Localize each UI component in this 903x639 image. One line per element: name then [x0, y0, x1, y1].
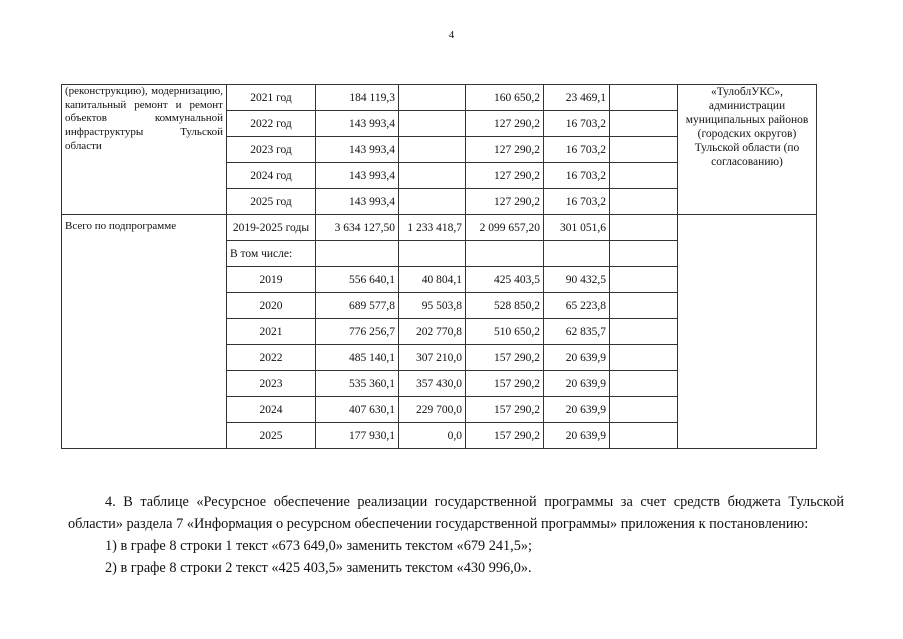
- total-cell: 143 993,4: [316, 189, 399, 215]
- regional-cell: 127 290,2: [466, 137, 544, 163]
- other-cell: [610, 397, 678, 423]
- local-cell: 65 223,8: [544, 293, 610, 319]
- total-cell: 3 634 127,50: [316, 215, 399, 241]
- total-cell: 184 119,3: [316, 85, 399, 111]
- total-cell: 407 630,1: [316, 397, 399, 423]
- executor-cell-empty: [678, 215, 817, 449]
- page-number: 4: [448, 29, 455, 41]
- federal-cell: [399, 163, 466, 189]
- total-cell: 485 140,1: [316, 345, 399, 371]
- federal-cell: [399, 111, 466, 137]
- resource-table: [61, 84, 817, 449]
- regional-cell: 157 290,2: [466, 397, 544, 423]
- other-cell: [610, 215, 678, 241]
- federal-cell: 307 210,0: [399, 345, 466, 371]
- total-cell: 143 993,4: [316, 137, 399, 163]
- other-cell: [610, 111, 678, 137]
- table-body: [62, 85, 817, 449]
- subprogram-total-cell: Всего по подпрограмме: [62, 215, 227, 449]
- regional-cell: 510 650,2: [466, 319, 544, 345]
- year-cell: 2023: [227, 371, 316, 397]
- local-cell: 301 051,6: [544, 215, 610, 241]
- local-cell: [544, 241, 610, 267]
- regional-cell: 425 403,5: [466, 267, 544, 293]
- total-cell: 556 640,1: [316, 267, 399, 293]
- year-cell: 2021 год: [227, 85, 316, 111]
- total-cell: 177 930,1: [316, 423, 399, 449]
- federal-cell: 229 700,0: [399, 397, 466, 423]
- year-cell: 2019: [227, 267, 316, 293]
- amendment-item-2: 2) в графе 8 строки 2 текст «425 403,5» заменить текстом «430 996,0».: [105, 560, 532, 576]
- regional-cell: 127 290,2: [466, 189, 544, 215]
- local-cell: 90 432,5: [544, 267, 610, 293]
- amendment-item-1: 1) в графе 8 строки 1 текст «673 649,0» заменить текстом «679 241,5»;: [105, 538, 533, 554]
- federal-cell: 357 430,0: [399, 371, 466, 397]
- federal-cell: 0,0: [399, 423, 466, 449]
- regional-cell: 157 290,2: [466, 371, 544, 397]
- other-cell: [610, 163, 678, 189]
- regional-cell: 127 290,2: [466, 111, 544, 137]
- federal-cell: [399, 137, 466, 163]
- federal-cell: 40 804,1: [399, 267, 466, 293]
- measure-name-cell: (реконструкцию), модернизацию, капитальный ремонт и ремонт объектов коммунальной инфраструктуры Тульской области: [62, 85, 227, 215]
- federal-cell: 1 233 418,7: [399, 215, 466, 241]
- other-cell: [610, 345, 678, 371]
- regional-cell: 2 099 657,20: [466, 215, 544, 241]
- local-cell: 16 703,2: [544, 111, 610, 137]
- regional-cell: 127 290,2: [466, 163, 544, 189]
- total-cell: 535 360,1: [316, 371, 399, 397]
- amendment-paragraph-4: 4. В таблице «Ресурсное обеспечение реализации государственной программы за счет средств бюджета Тульской области» раздела 7 «Информация о ресурсном обеспечении государственной программы» приложения к постановлению:: [68, 494, 844, 532]
- other-cell: [610, 189, 678, 215]
- year-cell: 2021: [227, 319, 316, 345]
- local-cell: 20 639,9: [544, 423, 610, 449]
- federal-cell: [399, 189, 466, 215]
- regional-cell: [466, 241, 544, 267]
- regional-cell: 157 290,2: [466, 423, 544, 449]
- local-cell: 62 835,7: [544, 319, 610, 345]
- year-cell: 2025: [227, 423, 316, 449]
- total-cell: 689 577,8: [316, 293, 399, 319]
- regional-cell: 157 290,2: [466, 345, 544, 371]
- total-cell: 776 256,7: [316, 319, 399, 345]
- year-cell: 2022: [227, 345, 316, 371]
- other-cell: [610, 267, 678, 293]
- including-label: В том числе:: [227, 241, 316, 267]
- regional-cell: 528 850,2: [466, 293, 544, 319]
- table-row: [62, 215, 817, 241]
- federal-cell: 95 503,8: [399, 293, 466, 319]
- local-cell: 20 639,9: [544, 345, 610, 371]
- other-cell: [610, 241, 678, 267]
- federal-cell: 202 770,8: [399, 319, 466, 345]
- local-cell: 23 469,1: [544, 85, 610, 111]
- year-cell: 2024 год: [227, 163, 316, 189]
- total-cell: 143 993,4: [316, 111, 399, 137]
- total-cell: 143 993,4: [316, 163, 399, 189]
- other-cell: [610, 85, 678, 111]
- local-cell: 20 639,9: [544, 397, 610, 423]
- executor-cell: «ТулоблУКС», администрации муниципальных районов (городских округов) Тульской области (по согласованию): [678, 85, 817, 215]
- regional-cell: 160 650,2: [466, 85, 544, 111]
- year-cell: 2025 год: [227, 189, 316, 215]
- year-cell: 2022 год: [227, 111, 316, 137]
- year-cell: 2023 год: [227, 137, 316, 163]
- local-cell: 20 639,9: [544, 371, 610, 397]
- other-cell: [610, 137, 678, 163]
- federal-cell: [399, 241, 466, 267]
- federal-cell: [399, 85, 466, 111]
- year-cell: 2019-2025 годы: [227, 215, 316, 241]
- local-cell: 16 703,2: [544, 137, 610, 163]
- other-cell: [610, 319, 678, 345]
- other-cell: [610, 293, 678, 319]
- other-cell: [610, 423, 678, 449]
- total-cell: [316, 241, 399, 267]
- local-cell: 16 703,2: [544, 189, 610, 215]
- local-cell: 16 703,2: [544, 163, 610, 189]
- other-cell: [610, 371, 678, 397]
- year-cell: 2024: [227, 397, 316, 423]
- table-row: [62, 85, 817, 111]
- year-cell: 2020: [227, 293, 316, 319]
